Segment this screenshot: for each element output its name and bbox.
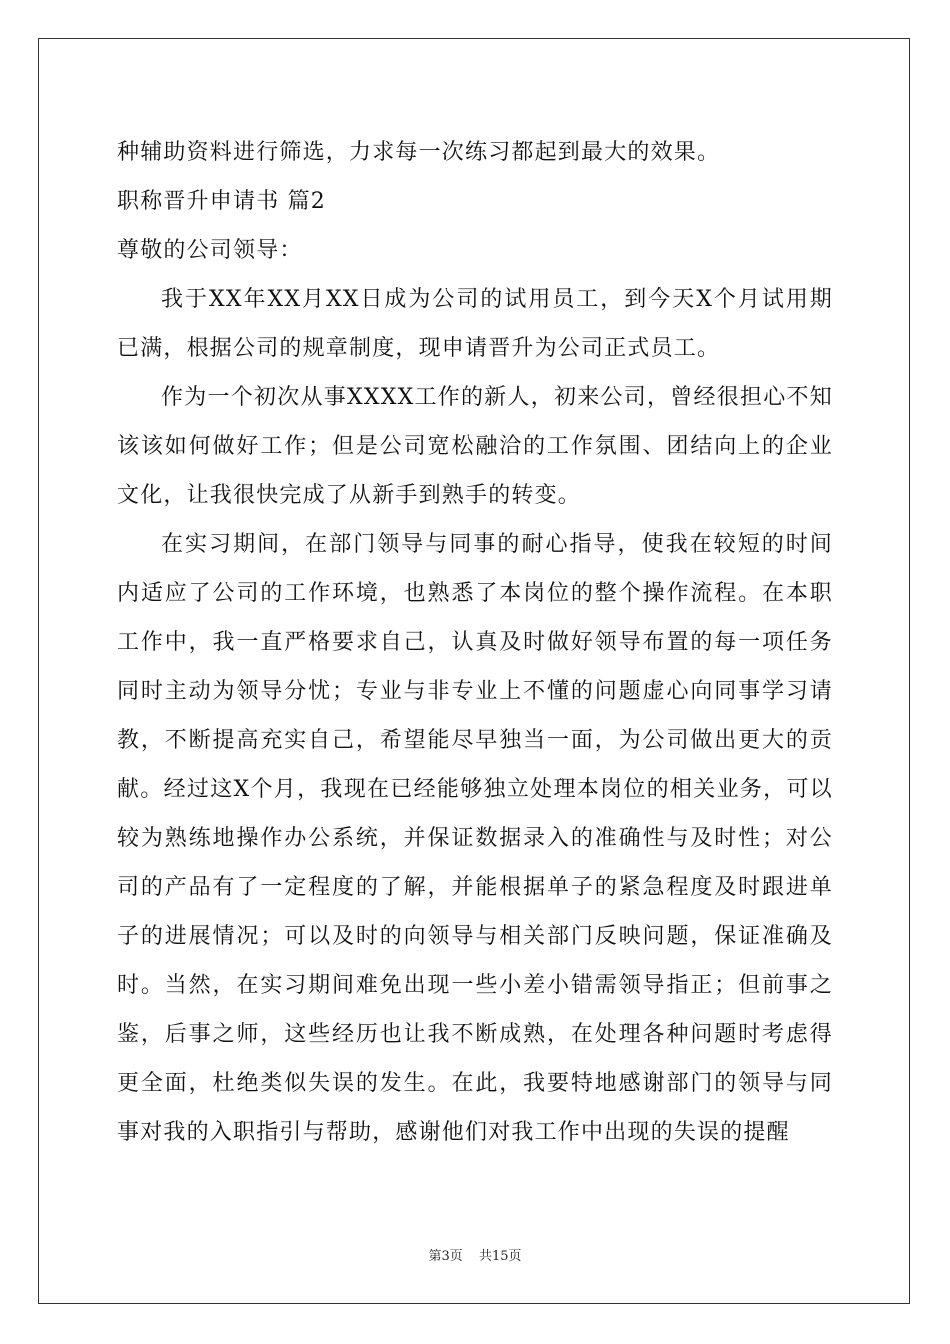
paragraph-3: 在实习期间，在部门领导与同事的耐心指导，使我在较短的时间内适应了公司的工作环境，也熟悉了本岗位的整个操作流程。在本职工作中，我一直严格要求自己，认真及时做好领导布置的每一项任务同时主动为领导分忧；专业与非专业上不懂的问题虚心向同事学习请教，不断提高充实自己，希望能尽早独当一面，为公司做出更大的贡献。经过这X个月，我现在已经能够独立处理本岗位的相关业务，可以较为熟练地操作办公系统，并保证数据录入的准确性与及时性；对公司的产品有了一定程度的了解，并能根据单子的紧急程度及时跟进单子的进展情况；可以及时的向领导与相关部门反映问题，保证准确及时。当然，在实习期间难免出现一些小差小错需领导指正；但前事之鉴，后事之师，这些经历也让我不断成熟，在处理各种问题时考虑得更全面，杜绝类似失误的发生。在此，我要特地感谢部门的领导与同事对我的入职指引与帮助，感谢他们对我工作中出现的失误的提醒: [117, 532, 833, 1145]
paragraph-2: 作为一个初次从事XXXX工作的新人，初来公司，曾经很担心不知该该如何做好工作；但是公司宽松融洽的工作氛围、团结向上的企业文化，让我很快完成了从新手到熟手的转变。: [117, 385, 833, 508]
page-number: 第3页: [428, 1249, 463, 1264]
page-footer: [0, 1245, 950, 1264]
salutation: 尊敬的公司领导：: [117, 238, 303, 263]
page-total: 共15页: [478, 1249, 522, 1264]
section-title: 职称晋升申请书 篇2: [117, 189, 326, 214]
paragraph-1: 我于XX年XX月XX日成为公司的试用员工，到今天X个月试用期已满，根据公司的规章制度，现申请晋升为公司正式员工。: [117, 287, 833, 361]
continuation-line: 种辅助资料进行筛选，力求每一次练习都起到最大的效果。: [117, 140, 721, 165]
document-body: [117, 128, 833, 1157]
